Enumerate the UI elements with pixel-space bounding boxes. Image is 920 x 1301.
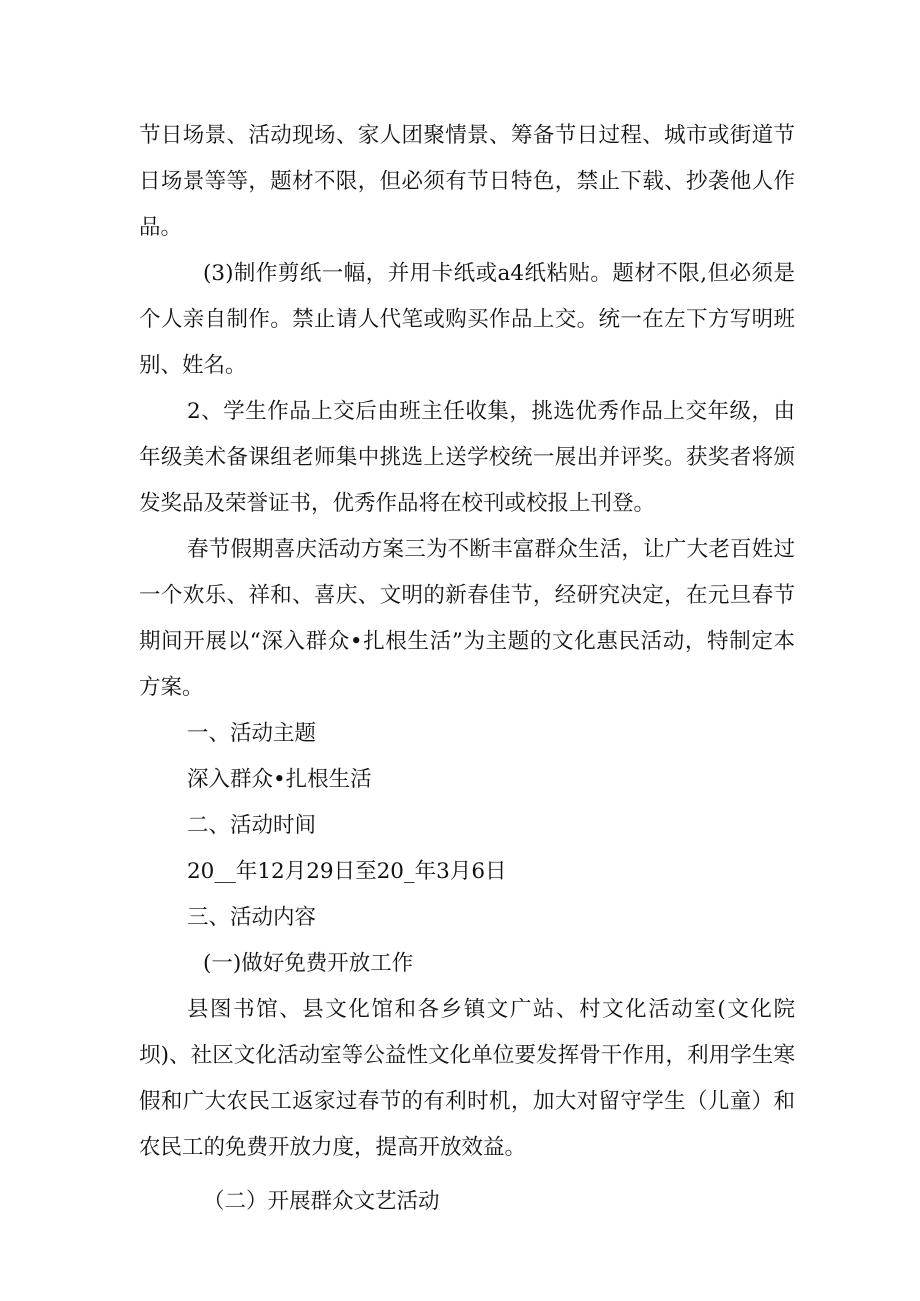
section-heading-time: 二、活动时间	[187, 813, 317, 838]
paragraph-item-2: 2、学生作品上交后由班主任收集，挑选优秀作品上交年级，由年级美术备课组老师集中挑选上送学校统一展出并评奖。获奖者将颁发奖品及荣誉证书，优秀作品将在校刊或校报上刊登。	[139, 399, 795, 516]
paragraph-continuation: 节日场景、活动现场、家人团聚情景、筹备节日过程、城市或街道节日场景等等，题材不限，但必须有节日特色，禁止下载、抄袭他人作品。	[139, 123, 795, 240]
theme-text: 深入群众•扎根生活	[187, 767, 372, 792]
paragraph-free-opening: 县图书馆、县文化馆和各乡镇文广站、村文化活动室(文化院坝)、社区文化活动室等公益性文化单位要发挥骨干作用，利用学生寒假和广大农民工返家过春节的有利时机，加大对留守学生（儿童）和农民工的免费开放力度，提高开放效益。	[139, 997, 795, 1160]
time-text: 20__年12月29日至20_年3月6日	[187, 859, 507, 884]
paragraph-plan-intro: 春节假期喜庆活动方案三为不断丰富群众生活，让广大老百姓过一个欢乐、祥和、喜庆、文明的新春佳节，经研究决定，在元旦春节期间开展以“深入群众•扎根生活”为主题的文化惠民活动，特制定本方案。	[139, 537, 795, 700]
section-heading-content: 三、活动内容	[187, 905, 317, 930]
document-body	[139, 113, 795, 1225]
section-heading-theme: 一、活动主题	[187, 721, 317, 746]
subheading-mass-arts: （二）开展群众文艺活动	[203, 1189, 440, 1214]
paragraph-item-3: (3)制作剪纸一幅，并用卡纸或a4纸粘贴。题材不限,但必须是个人亲自制作。禁止请人代笔或购买作品上交。统一在左下方写明班别、姓名。	[139, 261, 795, 378]
subheading-free-opening: (一)做好免费开放工作	[203, 951, 414, 976]
